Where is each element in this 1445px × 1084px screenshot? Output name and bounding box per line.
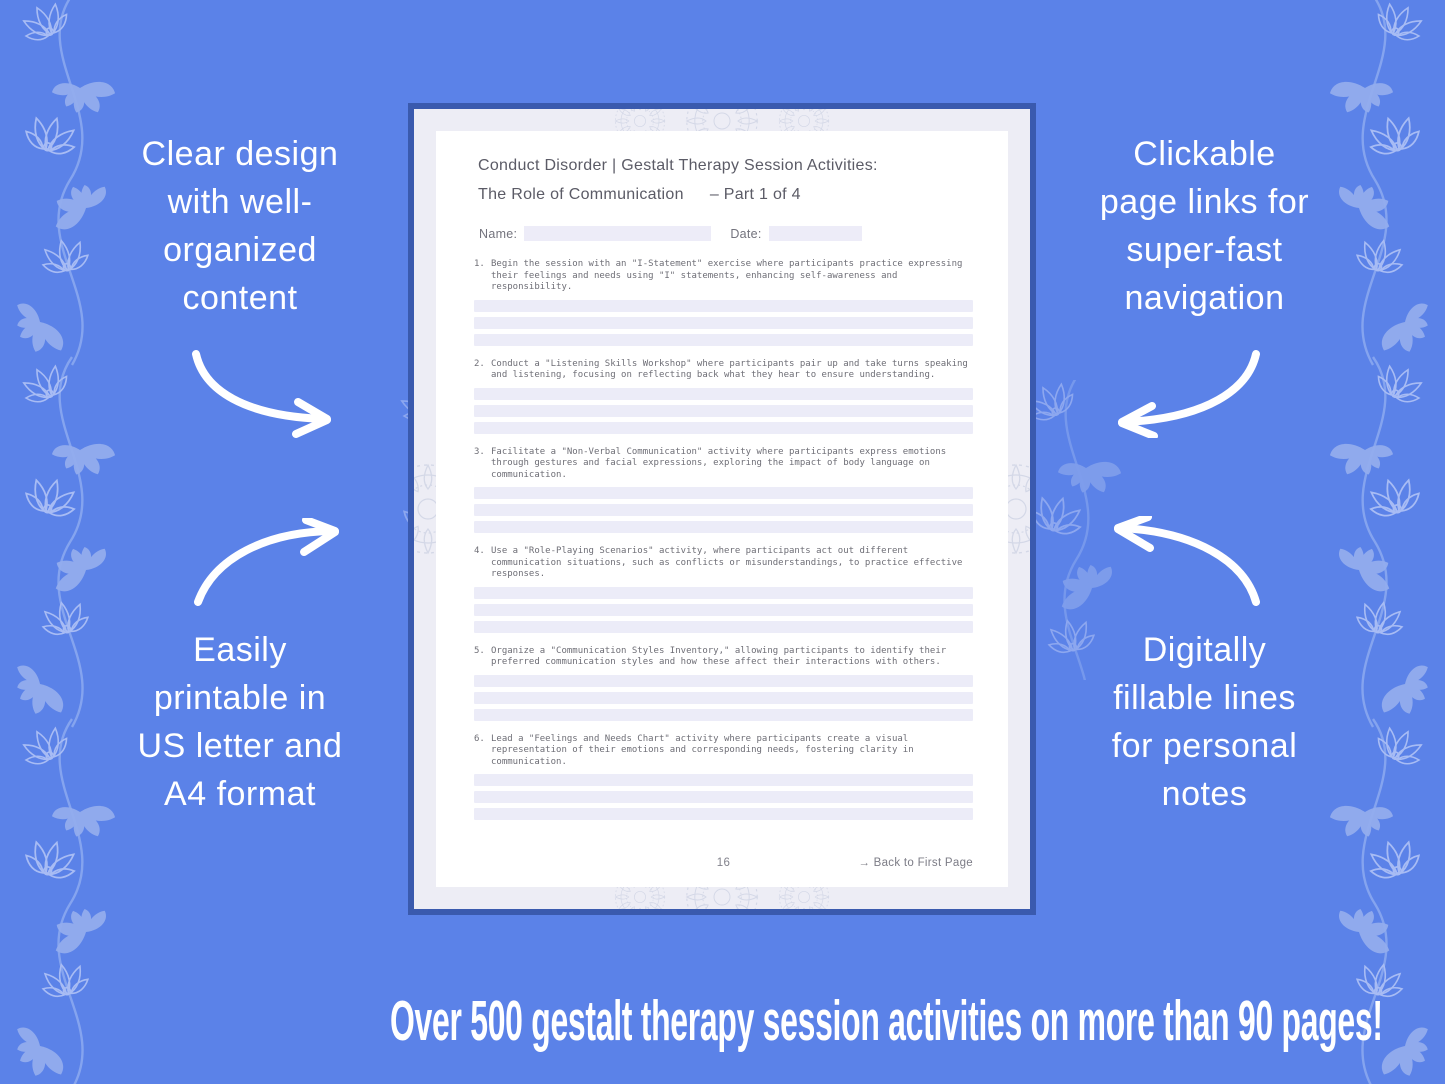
callout-line: Clickable [1133,135,1276,173]
callout-line: organized [163,231,317,269]
fillable-line[interactable] [474,692,973,704]
worksheet-footer [474,857,973,873]
fillable-line[interactable] [474,791,973,803]
fillable-line[interactable] [474,300,973,312]
activity-list [474,259,973,820]
item-text: Lead a "Feelings and Needs Chart" activity where participants create a visual representation of their emotions and corresponding needs, fostering clarity in communication. [491,733,914,767]
callout-line: with well- [167,183,313,221]
callout-line: for personal [1111,727,1298,765]
activity-item [474,646,973,721]
back-link-label: Back to First Page [873,857,973,869]
callout-line: navigation [1124,279,1285,317]
item-number: 1. [474,259,485,269]
activity-item [474,546,973,633]
back-arrow-icon: → [858,857,871,869]
item-number: 2. [474,358,485,369]
callout-fillable-lines [1062,626,1347,818]
item-number: 3. [474,446,485,457]
fillable-line[interactable] [474,621,973,633]
fillable-line[interactable] [474,709,973,721]
callout-printable [80,626,400,818]
fillable-line[interactable] [474,504,973,516]
callout-line: Clear design [141,135,339,173]
activity-item [474,359,973,434]
item-text: Facilitate a "Non-Verbal Communication" activity where participants express emotions through gestures and facial expressions, exploring the impact of body language on communication. [491,446,947,480]
callout-line: US letter and [137,727,343,765]
worksheet-title: Conduct Disorder | Gestalt Therapy Session Activities: [478,157,878,174]
fillable-line[interactable] [474,774,973,786]
worksheet-preview [408,103,1036,915]
callout-line: notes [1161,775,1248,813]
worksheet-part-label: – Part 1 of 4 [709,186,801,203]
page-number: 16 [716,857,731,869]
bottom-banner [0,988,1445,1054]
banner-text: Over 500 gestalt therapy session activities on more than 90 pages! [389,989,1383,1053]
callout-line: fillable lines [1113,679,1296,717]
activity-item [474,734,973,821]
worksheet-page [436,131,1008,887]
fillable-line[interactable] [474,422,973,434]
callout-clear-design [80,130,400,322]
date-input[interactable] [769,226,862,241]
fillable-line[interactable] [474,521,973,533]
name-date-row [479,226,973,241]
callout-line: super-fast [1126,231,1283,269]
fillable-line[interactable] [474,334,973,346]
callout-line: content [182,279,298,317]
item-text: Conduct a "Listening Skills Workshop" where participants pair up and take turns speaking and listening, focusing on reflecting back what they hear to ensure understanding. [491,358,968,380]
item-number: 6. [474,733,485,744]
worksheet-subtitle-text: The Role of Communication [478,186,684,203]
item-number: 4. [474,546,485,556]
curved-arrow-down-right-icon [182,346,342,438]
back-to-first-page-link[interactable] [858,857,973,869]
callout-line: page links for [1099,183,1310,221]
activity-item [474,447,973,534]
worksheet-header [478,157,973,204]
callout-line: Digitally [1142,631,1267,669]
item-text: Use a "Role-Playing Scenarios" activity, where participants act out different communication situations, such as conflicts or misunderstandings, to practice effective responses. [491,546,963,579]
name-label: Name: [479,226,518,241]
item-number: 5. [474,645,485,656]
curved-arrow-down-left-icon [1108,346,1268,438]
fillable-line[interactable] [474,675,973,687]
fillable-line[interactable] [474,808,973,820]
fillable-line[interactable] [474,405,973,417]
fillable-line[interactable] [474,604,973,616]
activity-item [474,259,973,346]
curved-arrow-up-right-icon [186,518,346,610]
worksheet-subtitle [478,186,973,204]
callout-line: printable in [153,679,327,717]
callout-line: Easily [193,631,287,669]
item-text: Begin the session with an "I-Statement" exercise where participants practice expressing their feelings and needs using "I" statements, enhancing self-awareness and responsibility. [491,259,963,292]
fillable-line[interactable] [474,388,973,400]
name-input[interactable] [524,226,711,241]
fillable-line[interactable] [474,317,973,329]
curved-arrow-up-left-icon [1106,516,1266,608]
fillable-line[interactable] [474,587,973,599]
date-label: Date: [730,226,762,241]
item-text: Organize a "Communication Styles Inventory," allowing participants to identify their preferred communication styles and how these affect their interactions with others. [491,645,947,667]
callout-page-links [1062,130,1347,322]
callout-line: A4 format [164,775,316,813]
fillable-line[interactable] [474,487,973,499]
